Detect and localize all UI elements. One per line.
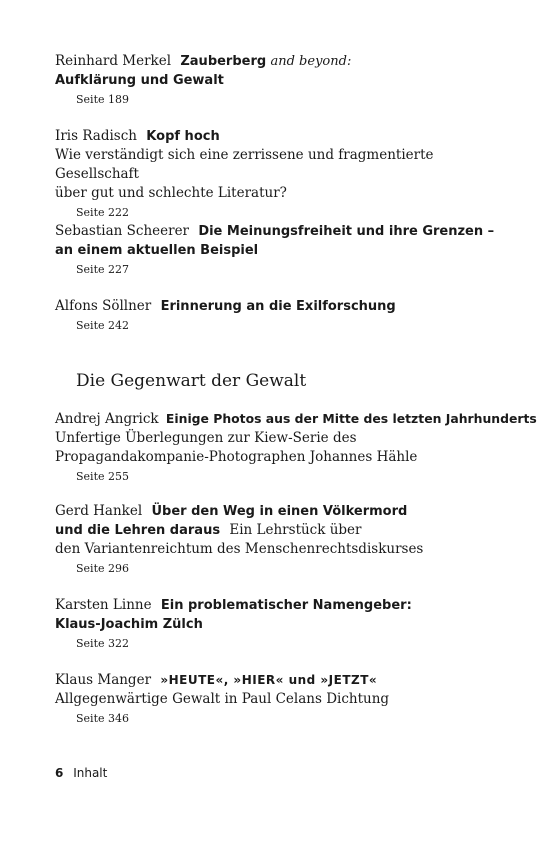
essay-title: Kopf hoch [146, 129, 220, 144]
page-reference: Seite 242 [76, 319, 129, 332]
essay-subtitle: Propagandakompanie-Photographen Johannes Hähle [55, 449, 418, 465]
author-name: Gerd Hankel [55, 503, 143, 519]
page-reference: Seite 255 [76, 470, 129, 483]
author-name: Sebastian Scheerer [55, 223, 190, 239]
essay-subtitle: Wie verständigt sich eine zerrissene und fragmentierte Gesellschaft [55, 147, 434, 182]
page-reference: Seite 296 [76, 562, 129, 575]
toc-entry [55, 222, 494, 278]
toc-entry [55, 502, 423, 577]
toc-entry [55, 297, 396, 334]
page-footer [55, 766, 107, 780]
essay-title: Erinnerung an die Exilforschung [160, 299, 396, 314]
essay-subtitle: Unfertige Überlegungen zur Kiew-Serie des [55, 430, 357, 446]
essay-subtitle: den Variantenreichtum des Menschenrechtsdiskurses [55, 541, 424, 557]
page-number: 6 [55, 766, 64, 780]
essay-title-italic: and beyond: [270, 54, 352, 69]
section-heading: Die Gegenwart der Gewalt [76, 371, 307, 391]
essay-title: »HEUTE«, »HIER« und »JETZT« [160, 673, 378, 687]
essay-subtitle: Ein Lehrstück über [229, 522, 362, 538]
author-name: Iris Radisch [55, 128, 137, 144]
author-name: Andrej Angrick [55, 411, 159, 427]
toc-entry [55, 409, 537, 485]
essay-subtitle: Allgegenwärtige Gewalt in Paul Celans Dichtung [55, 691, 390, 707]
essay-title: Die Meinungsfreiheit und ihre Grenzen – [198, 224, 495, 239]
toc-entry [55, 596, 412, 652]
page-reference: Seite 322 [76, 637, 129, 650]
essay-title: Aufklärung und Gewalt [55, 73, 224, 88]
author-name: Reinhard Merkel [55, 53, 172, 69]
essay-title: Ein problematischer Namengeber: [160, 598, 412, 613]
page-reference: Seite 189 [76, 93, 129, 106]
toc-entry [55, 671, 389, 727]
essay-subtitle: über gut und schlechte Literatur? [55, 185, 287, 201]
essay-title: an einem aktuellen Beispiel [55, 243, 259, 258]
essay-title: und die Lehren daraus [55, 523, 221, 538]
toc-entry [55, 52, 351, 108]
author-name: Alfons Söllner [55, 298, 152, 314]
page-reference: Seite 227 [76, 263, 129, 276]
footer-label: Inhalt [73, 766, 108, 780]
page-reference: Seite 222 [76, 206, 129, 219]
page-reference: Seite 346 [76, 712, 129, 725]
author-name: Karsten Linne [55, 597, 152, 613]
essay-title: Einige Photos aus der Mitte des letzten Jahrhunderts [165, 411, 537, 426]
essay-title: Klaus-Joachim Zülch [55, 617, 203, 632]
essay-title: Über den Weg in einen Völkermord [151, 504, 408, 519]
essay-title: Zauberberg [180, 54, 267, 69]
author-name: Klaus Manger [55, 672, 152, 688]
toc-entry [55, 127, 515, 221]
